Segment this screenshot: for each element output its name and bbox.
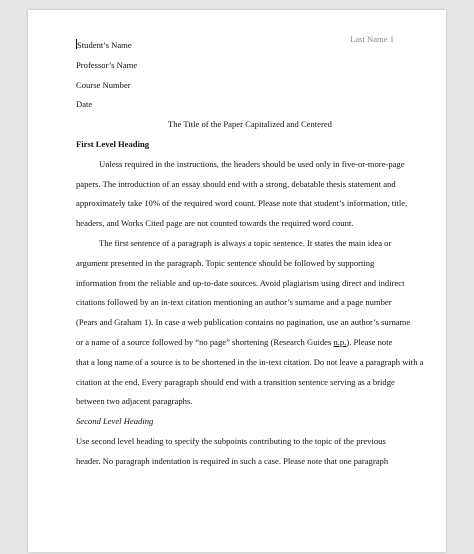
document-body[interactable] (76, 36, 424, 472)
paper-title: The Title of the Paper Capitalized and Centered (168, 119, 332, 130)
paragraph-line: Use second level heading to specify the subpoints contributing to the topic of the previous (76, 435, 386, 446)
paragraph-line: (Pears and Graham 1). In case a web publication contains no pagination, use an author’s surname (76, 317, 411, 328)
paragraph-line: papers. The introduction of an essay should end with a strong, debatable thesis statement and (76, 178, 396, 189)
course-number-line: Course Number (76, 79, 131, 90)
paragraph-line: that a long name of a source is to be shortened in the in-text citation. Do not leave a paragraph with a (76, 356, 424, 367)
paragraph-line: argument presented in the paragraph. Topic sentence should be followed by supporting (76, 257, 375, 268)
paragraph-line: Unless required in the instructions, the headers should be used only in five-or-more-page (99, 158, 405, 169)
paragraph-3 (76, 432, 424, 472)
running-head: Last Name 1 (350, 34, 394, 44)
professor-name-line: Professor’s Name (76, 59, 138, 70)
date-line: Date (76, 99, 93, 110)
paragraph-line: headers, and Works Cited page are not counted towards the required word count. (76, 218, 354, 229)
paragraph-line: The first sentence of a paragraph is always a topic sentence. It states the main idea or (99, 237, 392, 248)
paragraph-line: or a name of a source followed by “no page” shortening (Research Guides n.p.). Please note (76, 336, 393, 347)
second-level-heading: Second Level Heading (76, 416, 154, 427)
paragraph-line: approximately take 10% of the required word count. Please note that student’s information, title, (76, 198, 408, 209)
paragraph-line: between two adjacent paragraphs. (76, 396, 193, 407)
paragraph-line: header. No paragraph indentation is required in such a case. Please note that one paragraph (76, 455, 389, 466)
paragraph-line: citations followed by an in-text citation mentioning an author’s surname and a page number (76, 297, 392, 308)
paragraph-2 (76, 234, 424, 412)
paragraph-line: citation at the end. Every paragraph should end with a transition sentence serving as a bridge (76, 376, 395, 387)
document-page[interactable] (28, 10, 446, 552)
first-level-heading: First Level Heading (76, 138, 150, 149)
underlined-abbreviation: n.p. (333, 336, 347, 347)
paragraph-line: information from the reliable and up-to-date sources. Avoid plagiarism using direct and indirect (76, 277, 405, 288)
student-name-line: Student’s Name (77, 40, 132, 50)
paragraph-1 (76, 155, 424, 234)
